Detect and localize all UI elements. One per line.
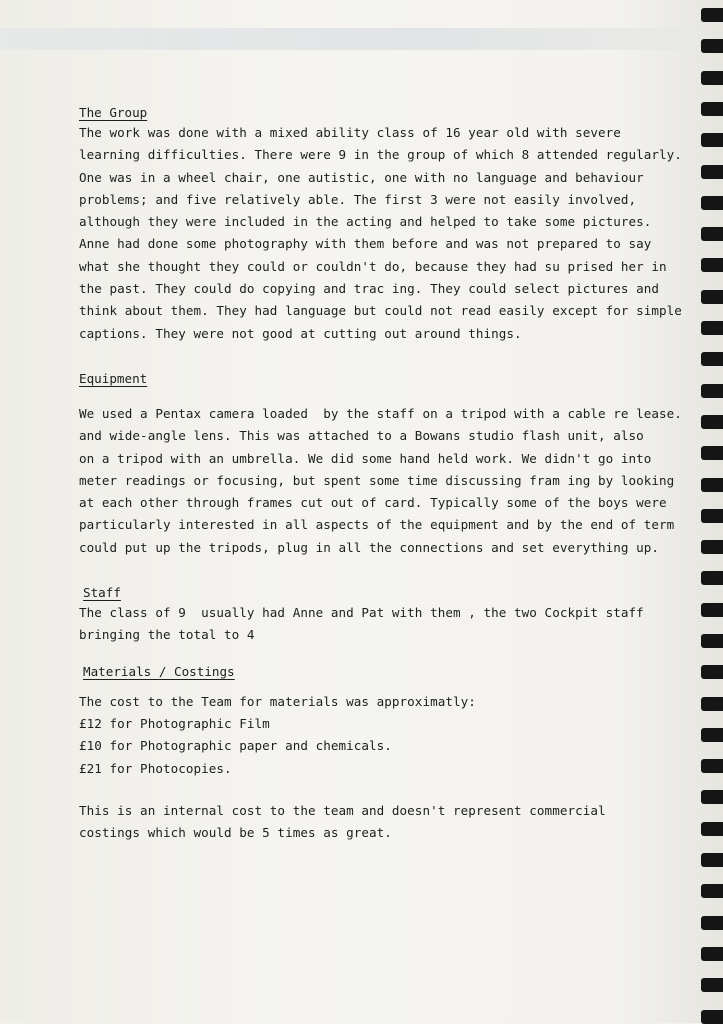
section-equipment bbox=[79, 368, 682, 559]
materials-note bbox=[79, 800, 679, 845]
text-line: costings which would be 5 times as great. bbox=[79, 825, 392, 841]
text-line: Anne had done some photography with them before and was not prepared to say bbox=[79, 236, 652, 252]
text-line: bringing the total to 4 bbox=[79, 627, 255, 643]
section-heading-materials: Materials / Costings bbox=[83, 663, 235, 679]
text-line: The class of 9 usually had Anne and Pat with them , the two Cockpit staff bbox=[79, 605, 644, 621]
show-through-banner bbox=[0, 28, 700, 50]
section-heading-equipment: Equipment bbox=[79, 370, 148, 386]
text-line: what she thought they could or couldn't do, because they had su prised her in bbox=[79, 258, 667, 274]
binding-coil bbox=[701, 759, 723, 773]
binding-coil bbox=[701, 697, 723, 711]
binding-coil bbox=[701, 102, 723, 116]
binding-coil bbox=[701, 165, 723, 179]
text-line: although they were included in the acting and helped to take some pictures. bbox=[79, 214, 652, 230]
binding-coil bbox=[701, 352, 723, 366]
staff-paragraph bbox=[79, 602, 679, 647]
text-line: the past. They could do copying and trac ing. They could select pictures and bbox=[79, 281, 660, 297]
cost-item-film: £12 for Photographic Film bbox=[79, 715, 270, 731]
text-line: could put up the tripods, plug in all the connections and set everything up. bbox=[79, 539, 660, 555]
text-line: on a tripod with an umbrella. We did some hand held work. We didn't go into bbox=[79, 450, 652, 466]
text-line: We used a Pentax camera loaded by the staff on a tripod with a cable re lease. bbox=[79, 405, 682, 421]
binding-coil bbox=[701, 540, 723, 554]
binding-coil bbox=[701, 384, 723, 398]
binding-coil bbox=[701, 478, 723, 492]
binding-coil bbox=[701, 1010, 723, 1024]
cost-item-photocopies: £21 for Photocopies. bbox=[79, 760, 232, 776]
binding-coil bbox=[701, 446, 723, 460]
binding-coil bbox=[701, 790, 723, 804]
binding-coil bbox=[701, 227, 723, 241]
text-line: problems; and five relatively able. The first 3 were not easily involved, bbox=[79, 191, 637, 207]
binding-coil bbox=[701, 290, 723, 304]
group-paragraph bbox=[79, 122, 682, 345]
equipment-paragraph bbox=[79, 403, 682, 559]
cost-item-paper: £10 for Photographic paper and chemicals. bbox=[79, 738, 392, 754]
binding-coil bbox=[701, 916, 723, 930]
document-body bbox=[79, 102, 682, 844]
binding-coil bbox=[701, 978, 723, 992]
text-line: at each other through frames cut out of card. Typically some of the boys were bbox=[79, 495, 667, 511]
section-heading-group: The Group bbox=[79, 105, 148, 120]
text-line: meter readings or focusing, but spent some time discussing fram ing by looking bbox=[79, 472, 675, 488]
binding-coil bbox=[701, 321, 723, 335]
binding-coil bbox=[701, 509, 723, 523]
text-line: The work was done with a mixed ability class of 16 year old with severe bbox=[79, 125, 621, 140]
text-line: The cost to the Team for materials was approximatly: bbox=[79, 693, 476, 709]
binding-coil bbox=[701, 196, 723, 210]
binding-coil bbox=[701, 8, 723, 22]
binding-coil bbox=[701, 71, 723, 85]
binding-coil bbox=[701, 415, 723, 429]
binding-coil bbox=[701, 884, 723, 898]
binding-coil bbox=[701, 822, 723, 836]
spiral-binding bbox=[699, 0, 723, 1023]
binding-coil bbox=[701, 853, 723, 867]
binding-coil bbox=[701, 728, 723, 742]
binding-coil bbox=[701, 603, 723, 617]
binding-coil bbox=[701, 258, 723, 272]
binding-coil bbox=[701, 571, 723, 585]
text-line: and wide-angle lens. This was attached to a Bowans studio flash unit, also bbox=[79, 428, 644, 444]
text-line: One was in a wheel chair, one autistic, one with no language and behaviour bbox=[79, 169, 644, 185]
section-materials bbox=[79, 661, 679, 845]
materials-paragraph bbox=[79, 691, 679, 780]
section-staff bbox=[79, 582, 679, 647]
binding-coil bbox=[701, 133, 723, 147]
text-line: think about them. They had language but could not read easily except for simple bbox=[79, 303, 682, 319]
text-line: learning difficulties. There were 9 in the group of which 8 attended regularly. bbox=[79, 147, 682, 163]
binding-coil bbox=[701, 634, 723, 648]
text-line: This is an internal cost to the team and doesn't represent commercial bbox=[79, 802, 606, 818]
binding-coil bbox=[701, 39, 723, 53]
binding-coil bbox=[701, 665, 723, 679]
text-line: particularly interested in all aspects of the equipment and by the end of term bbox=[79, 517, 675, 533]
text-line: captions. They were not good at cutting out around things. bbox=[79, 325, 522, 341]
section-group bbox=[79, 102, 682, 345]
binding-coil bbox=[701, 947, 723, 961]
section-heading-staff: Staff bbox=[83, 585, 121, 601]
